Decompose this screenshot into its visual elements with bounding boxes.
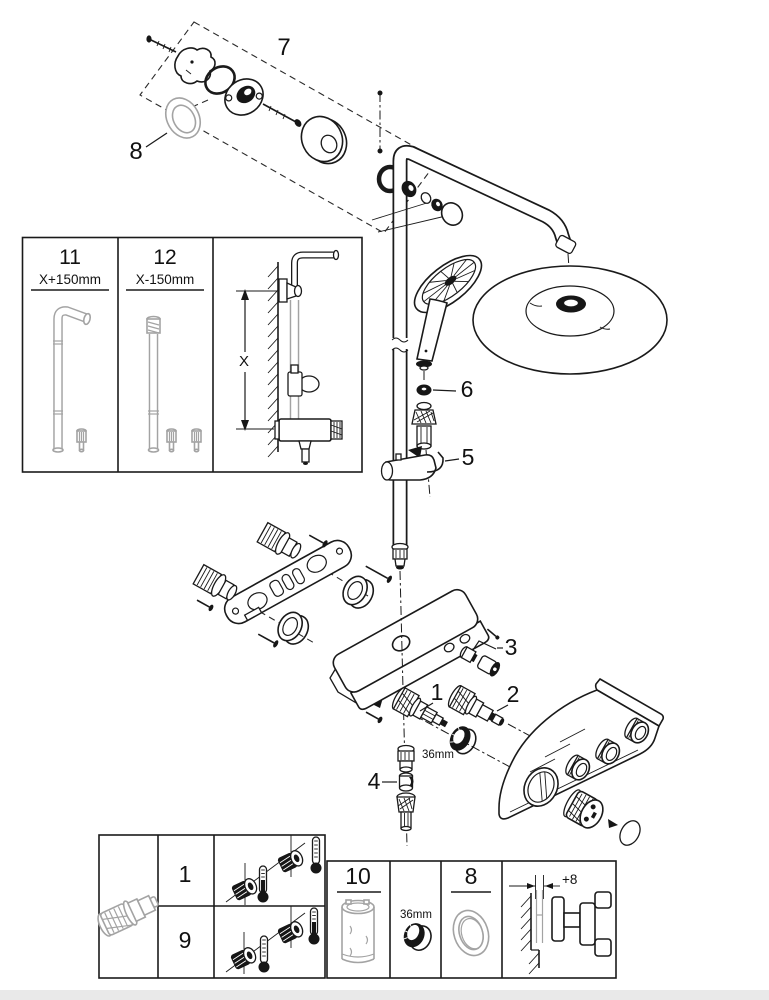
offset-dimension-label: +8 — [562, 872, 578, 887]
screw-icon — [195, 597, 214, 612]
callout-5-label: 5 — [461, 444, 475, 470]
ring-nut-icon — [273, 608, 313, 648]
fitting-icon — [167, 429, 176, 452]
callout-1-label: 1 — [430, 679, 444, 705]
gasket-plate-icon — [175, 48, 215, 83]
callout-8-label: 8 — [129, 138, 143, 165]
row-1-knob-diagram — [226, 835, 322, 905]
straight-shower-arm-icon — [147, 317, 160, 453]
knob-icon — [230, 932, 258, 974]
loose-knob-and-cap — [561, 788, 645, 849]
ring-nut-36mm-icon — [400, 920, 435, 954]
sleeve-icon — [342, 900, 374, 963]
thermometer-cold-icon — [259, 936, 270, 973]
screw-icon — [256, 631, 279, 649]
sleeve-number: 10 — [345, 863, 371, 889]
option-12-dimension: X-150mm — [135, 272, 195, 287]
callout-3-label: 3 — [504, 634, 518, 660]
callout-4-label: 4 — [367, 768, 381, 794]
row-9-knob-diagram — [226, 906, 320, 974]
knob-icon — [231, 863, 259, 905]
inset-option-11 — [31, 246, 109, 452]
thermometer-cold-icon — [311, 837, 322, 874]
ring-nut-cell — [400, 909, 435, 954]
check-valve-chain — [368, 746, 415, 831]
inset-wall-view — [236, 251, 342, 466]
screw-icon — [364, 709, 383, 724]
option-12-number: 12 — [153, 246, 177, 269]
knob-icon — [277, 906, 305, 948]
nut-size-label: 36mm — [422, 749, 454, 761]
arrow-icon — [608, 819, 618, 828]
long-screw-icon — [263, 104, 303, 128]
oval-ring-8-top — [129, 92, 208, 165]
table-row-9-number: 9 — [178, 927, 192, 953]
inset-option-12 — [126, 246, 204, 452]
head-shower — [473, 266, 667, 374]
inset-mixer — [275, 419, 342, 465]
cartridge-part-icon — [95, 889, 162, 939]
hand-shower-seal-6 — [417, 376, 474, 402]
table-row-1-number: 1 — [178, 861, 192, 887]
ring-size-label: 36mm — [400, 909, 432, 921]
flange-icon — [218, 72, 270, 123]
inset-slider — [288, 365, 319, 396]
union-connector-icon — [257, 522, 305, 563]
knob-icon — [277, 835, 305, 877]
fitting-icon — [192, 429, 201, 452]
knob-settings-table — [95, 835, 325, 978]
valve-exploded-view — [193, 522, 664, 849]
parts-reference-table — [327, 861, 616, 978]
cartridge-2-icon — [446, 684, 509, 734]
option-11-dimension: X+150mm — [39, 272, 101, 287]
ring-nut-icon — [338, 572, 378, 612]
option-11-number: 11 — [59, 246, 81, 269]
thermometer-hot-icon — [309, 908, 320, 945]
sleeve-cell — [337, 863, 381, 963]
callout-7-label: 7 — [277, 34, 291, 61]
oval-ring-icon — [448, 906, 495, 960]
thermometer-hot-icon — [258, 866, 269, 903]
screw-icon — [307, 532, 328, 549]
knob-cap-icon — [616, 817, 644, 848]
callout-2-label: 2 — [506, 681, 520, 707]
oval-number: 8 — [464, 863, 478, 889]
page-edge-strip — [0, 990, 769, 1000]
callout-6-label: 6 — [460, 376, 474, 402]
escutcheon-icon — [294, 110, 354, 171]
x-dimension-label: X — [238, 353, 250, 370]
oval-ring-cell — [448, 863, 495, 960]
fitting-icon — [77, 429, 86, 452]
rail-end-fitting — [392, 544, 408, 570]
arm-length-inset-box — [23, 238, 363, 473]
screw-icon — [146, 35, 176, 52]
fixing-axis-marks — [378, 91, 383, 154]
wall-offset-cell — [509, 872, 611, 974]
